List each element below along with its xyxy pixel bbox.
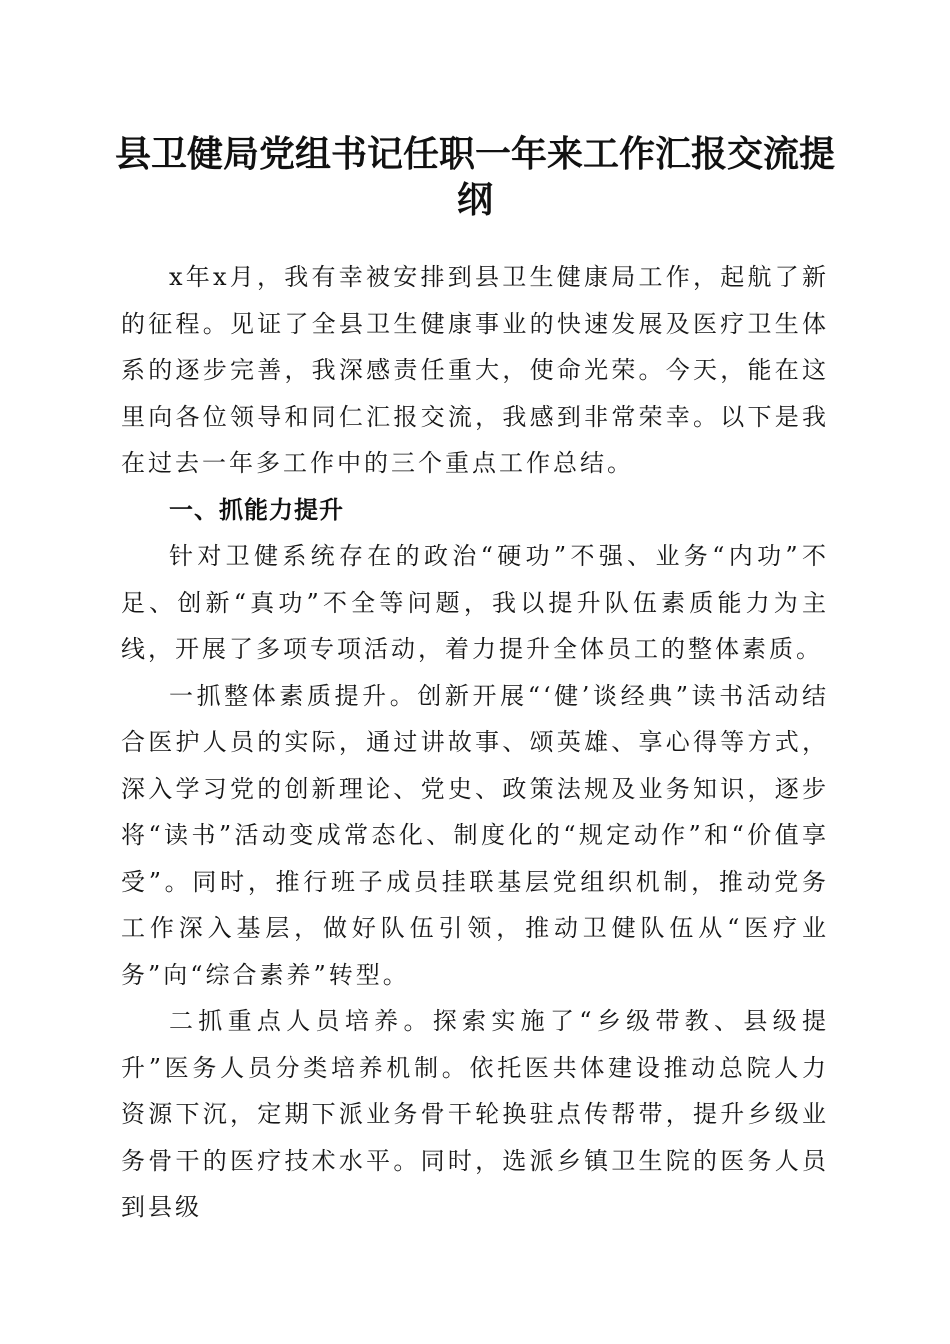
document-title: 县卫健局党组书记任职一年来工作汇报交流提纲 bbox=[114, 134, 835, 221]
section-paragraph: 二抓重点人员培养。探索实施了“乡级带教、县级提升”医务人员分类培养机制。依托医共体建设推动总院人力资源下沉，定期下派业务骨干轮换驻点传帮带，提升乡级业务骨干的医疗技术水平。同时，选派乡镇卫生院的医务人员到县级 bbox=[121, 1007, 829, 1221]
document-body bbox=[121, 254, 829, 1231]
section-paragraph: 一抓整体素质提升。创新开展“‘健’谈经典”读书活动结合医护人员的实际，通过讲故事、颂英雄、享心得等方式，深入学习党的创新理论、党史、政策法规及业务知识，逐步将“读书”活动变成常态化、制度化的“规定动作”和“价值享受”。同时，推行班子成员挂联基层党组织机制，推动党务工作深入基层，做好队伍引领，推动卫健队伍从“医疗业务”向“综合素养”转型。 bbox=[121, 681, 829, 989]
section-paragraph: 针对卫健系统存在的政治“硬功”不强、业务“内功”不足、创新“真功”不全等问题，我以提升队伍素质能力为主线，开展了多项专项活动，着力提升全体员工的整体素质。 bbox=[121, 542, 829, 663]
section-heading: 一、抓能力提升 bbox=[169, 495, 344, 524]
intro-paragraph: x年x月，我有幸被安排到县卫生健康局工作，起航了新的征程。见证了全县卫生健康事业的快速发展及医疗卫生体系的逐步完善，我深感责任重大，使命光荣。今天，能在这里向各位领导和同仁汇报交流，我感到非常荣幸。以下是我在过去一年多工作中的三个重点工作总结。 bbox=[121, 263, 829, 477]
